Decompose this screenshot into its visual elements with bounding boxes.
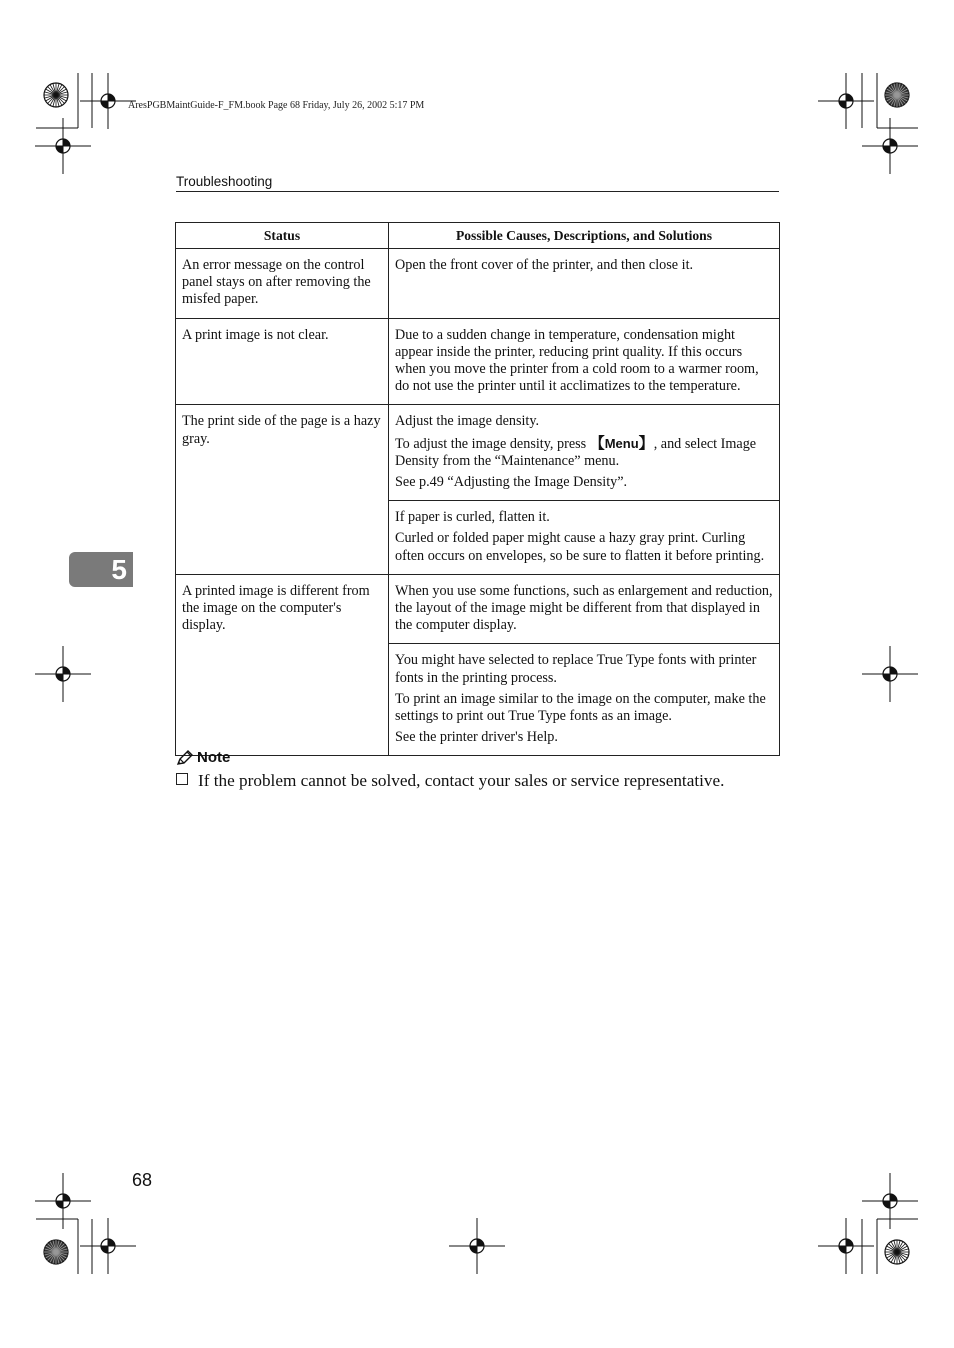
checkbox-icon [176,773,188,785]
chapter-number: 5 [111,554,127,585]
solution-text: Open the front cover of the printer, and then close it. [395,257,694,273]
solution-text: To print an image similar to the image on the computer, make the settings to print out True Type fonts as an image. [395,690,766,725]
status-text: An error message on the control panel stays on after removing the misfed paper. [182,257,371,308]
status-cell [176,405,389,574]
note-label: Note [197,749,231,766]
file-stamp: AresPGBMaintGuide-F_FM.book Page 68 Friday, July 26, 2002 5:17 PM [128,100,425,111]
column-header-status: Status [176,223,389,249]
solution-text: To adjust the image density, press 【Menu】, and select Image Density from the “Maintenance” menu. [395,434,757,469]
page-number: 68 [132,1170,153,1190]
header-rule [176,191,779,192]
column-header-solutions: Possible Causes, Descriptions, and Solutions [389,223,780,249]
status-text: A printed image is different from the image on the computer's display. [182,582,370,634]
status-text: The print side of the page is a hazy gray. [182,413,381,447]
registration-mark-icon [35,1173,91,1229]
solution-text: Adjust the image density. [395,413,540,430]
solution-text: You might have selected to replace True Type fonts with printer fonts in the printing process. [395,652,757,686]
solution-cell [389,574,780,644]
solution-cell [389,318,780,405]
table-row [176,249,780,319]
status-text: A print image is not clear. [182,326,329,343]
color-wheel-icon [44,83,68,107]
solution-cell [389,405,780,501]
registration-mark-icon [35,646,91,702]
note-heading [176,749,230,766]
troubleshooting-table [175,222,780,756]
status-cell [176,574,389,756]
solution-cell [389,644,780,756]
color-wheel-icon [44,1240,68,1264]
table-header-row [176,223,780,249]
status-cell [176,318,389,405]
registration-mark-icon [862,646,918,702]
registration-mark-icon [818,1218,874,1274]
menu-key-label: 【Menu】 [589,434,654,452]
registration-mark-icon [862,118,918,174]
registration-mark-icon [862,1173,918,1229]
solution-text: If paper is curled, flatten it. [395,509,550,526]
pencil-icon [176,750,194,766]
registration-mark-icon [80,1218,136,1274]
solution-cell [389,501,780,575]
solution-text: See p.49 “Adjusting the Image Density”. [395,474,628,491]
color-wheel-icon [885,83,909,107]
solution-text: When you use some functions, such as enlargement and reduction, the layout of the image might be different from that displayed in the computer display. [395,582,773,634]
table-row [176,405,780,501]
table-row [176,318,780,405]
solution-text: See the printer driver's Help. [395,729,558,746]
chapter-tab [69,552,133,587]
solution-text: Due to a sudden change in temperature, condensation might appear inside the printer, reducing print quality. If this occurs when you move the printer from a cold room to a warmer room, do not use the printer until it acclimatizes to the temperature. [395,326,759,395]
status-cell [176,249,389,319]
registration-mark-icon [818,73,874,129]
solution-text: Curled or folded paper might cause a hazy gray print. Curling often occurs on envelopes, so be sure to flatten it before printing. [395,530,765,564]
solution-cell [389,249,780,319]
section-header: Troubleshooting [176,174,273,189]
registration-mark-icon [35,118,91,174]
color-wheel-icon [885,1240,909,1264]
note-text: If the problem cannot be solved, contact your sales or service representative. [198,771,725,790]
table-row [176,574,780,644]
registration-mark-icon [449,1218,505,1274]
note-item [176,771,724,791]
